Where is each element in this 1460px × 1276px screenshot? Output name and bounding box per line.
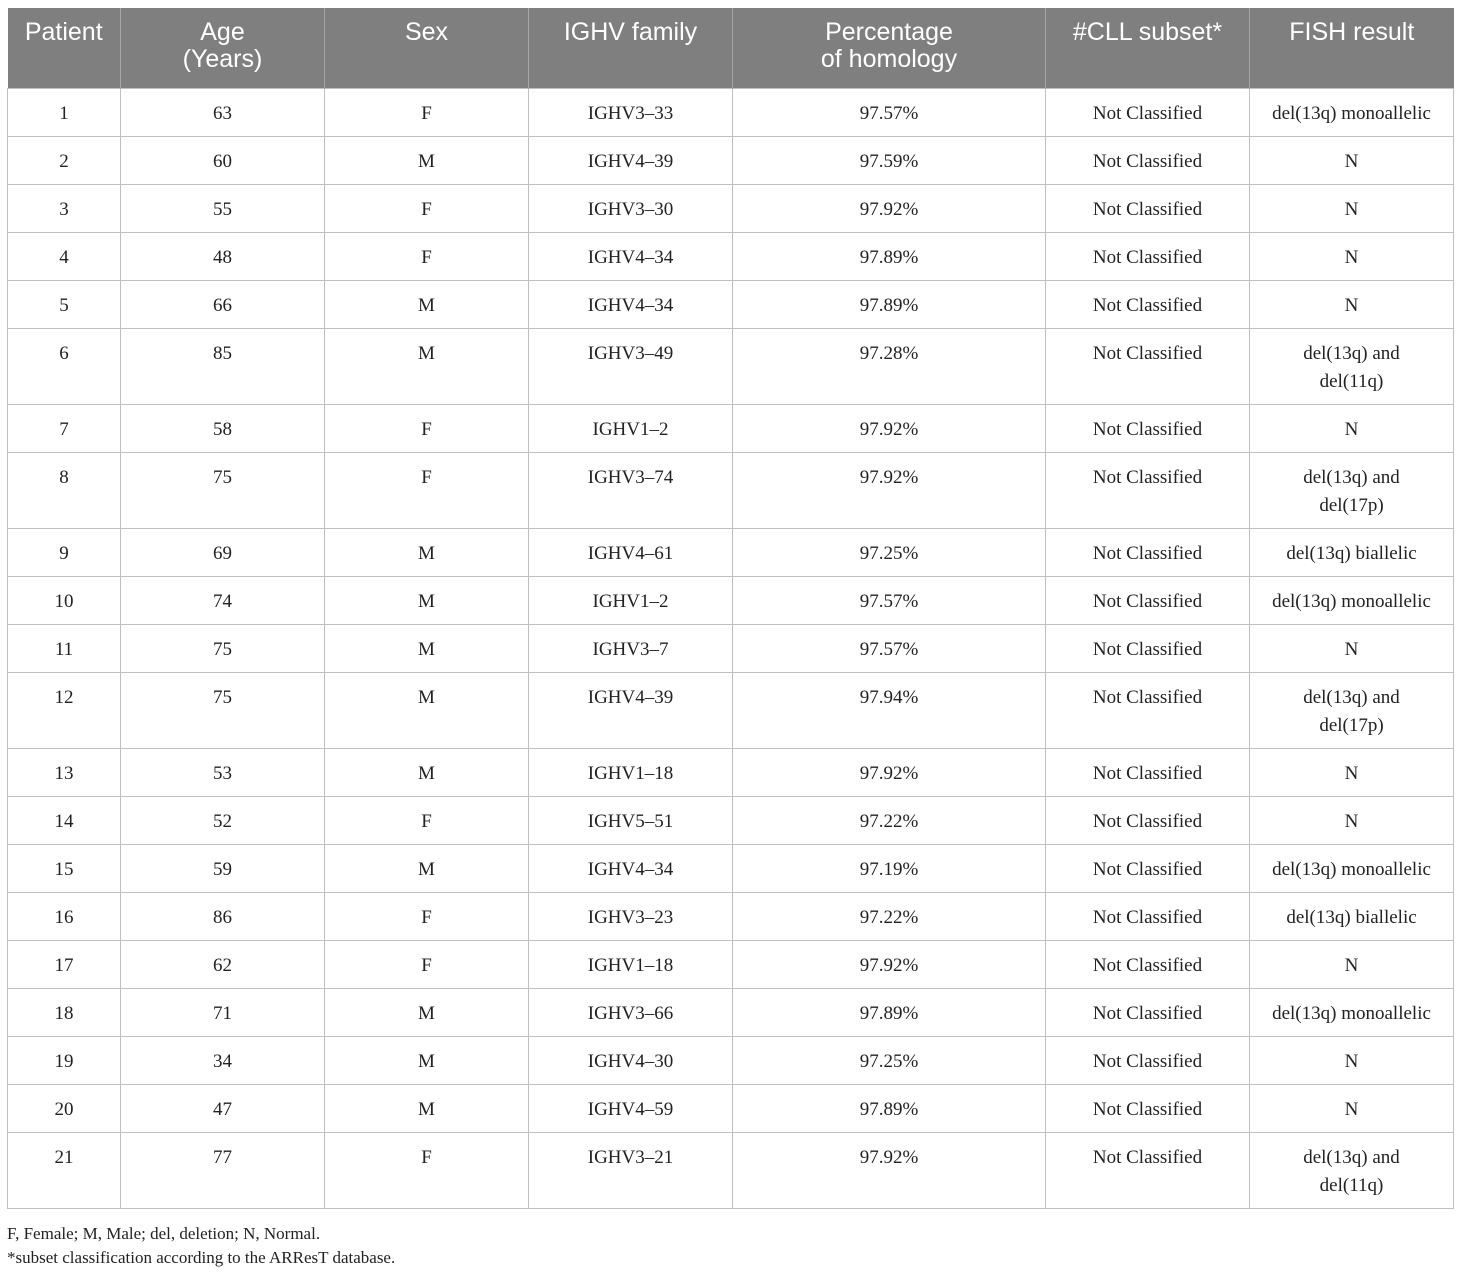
cell-fish-result: del(13q) and del(17p) [1250, 672, 1454, 748]
cell-ighv-family: IGHV4–39 [529, 672, 733, 748]
cell-cll-subset: Not Classified [1046, 452, 1250, 528]
cell-fish-result: N [1250, 232, 1454, 280]
cell-patient: 9 [8, 528, 121, 576]
table-row [8, 280, 1454, 328]
cell-ighv-family: IGHV4–39 [529, 136, 733, 184]
cell-cll-subset: Not Classified [1046, 624, 1250, 672]
cell-fish-result: del(13q) monoallelic [1250, 88, 1454, 136]
cell-cll-subset: Not Classified [1046, 796, 1250, 844]
cell-patient: 19 [8, 1036, 121, 1084]
cell-sex: F [325, 404, 529, 452]
cell-cll-subset: Not Classified [1046, 184, 1250, 232]
cell-fish-result: N [1250, 1036, 1454, 1084]
column-header-age: Age (Years) [121, 8, 325, 88]
table-row [8, 1132, 1454, 1208]
table-row [8, 624, 1454, 672]
cell-homology: 97.92% [733, 940, 1046, 988]
cell-sex: M [325, 328, 529, 404]
cell-age: 62 [121, 940, 325, 988]
cell-homology: 97.57% [733, 576, 1046, 624]
cell-patient: 4 [8, 232, 121, 280]
cell-patient: 8 [8, 452, 121, 528]
cell-age: 75 [121, 672, 325, 748]
table-row [8, 136, 1454, 184]
cell-cll-subset: Not Classified [1046, 748, 1250, 796]
cell-patient: 3 [8, 184, 121, 232]
cell-fish-result: del(13q) monoallelic [1250, 576, 1454, 624]
cell-fish-result: N [1250, 940, 1454, 988]
cell-homology: 97.57% [733, 88, 1046, 136]
cell-patient: 11 [8, 624, 121, 672]
table-row [8, 528, 1454, 576]
cell-fish-result: N [1250, 796, 1454, 844]
column-header-sex: Sex [325, 8, 529, 88]
cell-sex: M [325, 1084, 529, 1132]
cell-cll-subset: Not Classified [1046, 280, 1250, 328]
cell-patient: 21 [8, 1132, 121, 1208]
cell-homology: 97.92% [733, 184, 1046, 232]
cell-age: 47 [121, 1084, 325, 1132]
cell-fish-result: del(13q) and del(11q) [1250, 328, 1454, 404]
cell-cll-subset: Not Classified [1046, 672, 1250, 748]
cell-sex: M [325, 136, 529, 184]
cell-patient: 14 [8, 796, 121, 844]
cell-sex: M [325, 528, 529, 576]
cell-sex: F [325, 88, 529, 136]
cell-patient: 12 [8, 672, 121, 748]
cell-cll-subset: Not Classified [1046, 404, 1250, 452]
cell-age: 75 [121, 624, 325, 672]
cell-sex: M [325, 576, 529, 624]
table-row [8, 328, 1454, 404]
cell-homology: 97.22% [733, 796, 1046, 844]
cell-age: 71 [121, 988, 325, 1036]
table-row [8, 404, 1454, 452]
cell-patient: 13 [8, 748, 121, 796]
cell-patient: 1 [8, 88, 121, 136]
cell-age: 75 [121, 452, 325, 528]
cell-sex: F [325, 452, 529, 528]
cell-ighv-family: IGHV3–30 [529, 184, 733, 232]
cell-fish-result: N [1250, 184, 1454, 232]
table-body [8, 88, 1454, 1208]
cell-homology: 97.22% [733, 892, 1046, 940]
cell-ighv-family: IGHV3–74 [529, 452, 733, 528]
cell-ighv-family: IGHV4–61 [529, 528, 733, 576]
footnote-abbreviations: F, Female; M, Male; del, deletion; N, Normal. [7, 1224, 321, 1243]
table-row [8, 1036, 1454, 1084]
cell-ighv-family: IGHV1–18 [529, 748, 733, 796]
cell-homology: 97.92% [733, 404, 1046, 452]
column-header-patient: Patient [8, 8, 121, 88]
cell-sex: F [325, 892, 529, 940]
cell-age: 34 [121, 1036, 325, 1084]
table-row [8, 892, 1454, 940]
cell-ighv-family: IGHV3–21 [529, 1132, 733, 1208]
column-header-homology: Percentage of homology [733, 8, 1046, 88]
cell-sex: F [325, 796, 529, 844]
cell-homology: 97.89% [733, 1084, 1046, 1132]
footnote-subset: *subset classification according to the ARResT database. [7, 1248, 396, 1267]
table-row [8, 796, 1454, 844]
cell-ighv-family: IGHV5–51 [529, 796, 733, 844]
cell-ighv-family: IGHV3–49 [529, 328, 733, 404]
cell-homology: 97.92% [733, 748, 1046, 796]
cell-cll-subset: Not Classified [1046, 328, 1250, 404]
cell-ighv-family: IGHV4–59 [529, 1084, 733, 1132]
cell-homology: 97.59% [733, 136, 1046, 184]
cell-fish-result: N [1250, 404, 1454, 452]
cell-patient: 6 [8, 328, 121, 404]
cell-cll-subset: Not Classified [1046, 1132, 1250, 1208]
column-header-fish-result: FISH result [1250, 8, 1454, 88]
cell-fish-result: N [1250, 748, 1454, 796]
cell-ighv-family: IGHV4–34 [529, 232, 733, 280]
cell-age: 55 [121, 184, 325, 232]
cell-ighv-family: IGHV3–66 [529, 988, 733, 1036]
table-row [8, 1084, 1454, 1132]
cell-fish-result: N [1250, 136, 1454, 184]
cell-sex: M [325, 844, 529, 892]
cell-cll-subset: Not Classified [1046, 88, 1250, 136]
cell-sex: F [325, 232, 529, 280]
cell-homology: 97.28% [733, 328, 1046, 404]
cell-homology: 97.92% [733, 452, 1046, 528]
cell-age: 63 [121, 88, 325, 136]
header-row [8, 8, 1454, 88]
cell-sex: F [325, 940, 529, 988]
cell-homology: 97.25% [733, 1036, 1046, 1084]
cell-ighv-family: IGHV4–34 [529, 844, 733, 892]
cell-age: 53 [121, 748, 325, 796]
cell-cll-subset: Not Classified [1046, 988, 1250, 1036]
cell-patient: 17 [8, 940, 121, 988]
table-row [8, 576, 1454, 624]
cell-cll-subset: Not Classified [1046, 1084, 1250, 1132]
column-header-cll-subset: #CLL subset* [1046, 8, 1250, 88]
cell-ighv-family: IGHV1–2 [529, 576, 733, 624]
cell-age: 58 [121, 404, 325, 452]
table-row [8, 452, 1454, 528]
cell-age: 74 [121, 576, 325, 624]
cell-fish-result: del(13q) monoallelic [1250, 844, 1454, 892]
table-row [8, 672, 1454, 748]
cell-sex: M [325, 988, 529, 1036]
cell-age: 52 [121, 796, 325, 844]
cell-sex: M [325, 280, 529, 328]
cell-sex: M [325, 672, 529, 748]
cell-cll-subset: Not Classified [1046, 528, 1250, 576]
cell-sex: M [325, 1036, 529, 1084]
cell-age: 60 [121, 136, 325, 184]
table-row [8, 232, 1454, 280]
cell-homology: 97.89% [733, 280, 1046, 328]
cell-patient: 5 [8, 280, 121, 328]
table-container [7, 8, 1453, 1209]
cell-patient: 10 [8, 576, 121, 624]
cell-homology: 97.92% [733, 1132, 1046, 1208]
table-row [8, 844, 1454, 892]
table-row [8, 988, 1454, 1036]
cell-patient: 20 [8, 1084, 121, 1132]
cell-homology: 97.19% [733, 844, 1046, 892]
cell-fish-result: del(13q) biallelic [1250, 892, 1454, 940]
cell-sex: M [325, 624, 529, 672]
cell-ighv-family: IGHV4–30 [529, 1036, 733, 1084]
cell-patient: 2 [8, 136, 121, 184]
cell-homology: 97.89% [733, 988, 1046, 1036]
cell-cll-subset: Not Classified [1046, 1036, 1250, 1084]
cell-ighv-family: IGHV3–33 [529, 88, 733, 136]
table-row [8, 748, 1454, 796]
cell-sex: F [325, 184, 529, 232]
cell-cll-subset: Not Classified [1046, 892, 1250, 940]
cell-patient: 15 [8, 844, 121, 892]
table-row [8, 940, 1454, 988]
table-row [8, 88, 1454, 136]
cell-age: 85 [121, 328, 325, 404]
cell-age: 77 [121, 1132, 325, 1208]
cell-age: 86 [121, 892, 325, 940]
cell-homology: 97.25% [733, 528, 1046, 576]
cell-homology: 97.57% [733, 624, 1046, 672]
cell-cll-subset: Not Classified [1046, 136, 1250, 184]
cell-age: 66 [121, 280, 325, 328]
cell-ighv-family: IGHV3–7 [529, 624, 733, 672]
cell-fish-result: del(13q) and del(11q) [1250, 1132, 1454, 1208]
cell-homology: 97.89% [733, 232, 1046, 280]
cell-cll-subset: Not Classified [1046, 940, 1250, 988]
cell-cll-subset: Not Classified [1046, 232, 1250, 280]
cell-sex: F [325, 1132, 529, 1208]
cell-cll-subset: Not Classified [1046, 844, 1250, 892]
cell-patient: 16 [8, 892, 121, 940]
cell-sex: M [325, 748, 529, 796]
cell-fish-result: N [1250, 1084, 1454, 1132]
cell-patient: 18 [8, 988, 121, 1036]
cell-age: 48 [121, 232, 325, 280]
cell-age: 59 [121, 844, 325, 892]
cell-age: 69 [121, 528, 325, 576]
cell-fish-result: N [1250, 624, 1454, 672]
cell-fish-result: del(13q) and del(17p) [1250, 452, 1454, 528]
cell-fish-result: del(13q) monoallelic [1250, 988, 1454, 1036]
cell-homology: 97.94% [733, 672, 1046, 748]
cell-patient: 7 [8, 404, 121, 452]
column-header-ighv-family: IGHV family [529, 8, 733, 88]
cell-fish-result: del(13q) biallelic [1250, 528, 1454, 576]
cell-fish-result: N [1250, 280, 1454, 328]
cell-ighv-family: IGHV1–2 [529, 404, 733, 452]
cell-ighv-family: IGHV4–34 [529, 280, 733, 328]
table-row [8, 184, 1454, 232]
cell-ighv-family: IGHV3–23 [529, 892, 733, 940]
patient-table [7, 8, 1454, 1209]
cell-cll-subset: Not Classified [1046, 576, 1250, 624]
cell-ighv-family: IGHV1–18 [529, 940, 733, 988]
